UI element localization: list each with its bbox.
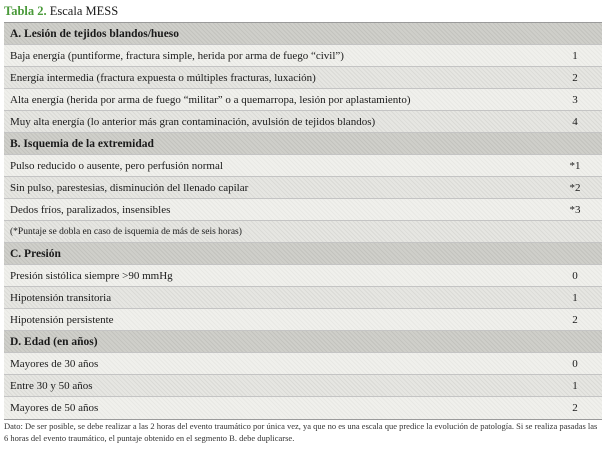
section-header-limb-ischemia: B. Isquemia de la extremidad <box>4 133 602 155</box>
row-score: *3 <box>569 203 581 216</box>
table-row <box>4 353 602 375</box>
row-score: 0 <box>572 269 578 282</box>
table-row <box>4 199 602 221</box>
section-header-age: D. Edad (en años) <box>4 331 602 353</box>
row-score: 3 <box>572 93 578 106</box>
row-score: 4 <box>572 115 578 128</box>
row-description: Mayores de 50 años <box>10 402 99 414</box>
row-score: *2 <box>569 181 581 194</box>
row-score: *1 <box>569 159 581 172</box>
mess-score-table <box>4 22 602 420</box>
row-score: 0 <box>572 357 578 370</box>
table-row <box>4 287 602 309</box>
row-score: 2 <box>572 71 578 84</box>
row-description: Hipotensión persistente <box>10 313 114 326</box>
row-score: 2 <box>572 402 578 414</box>
row-score: 1 <box>572 291 578 304</box>
section-header-pressure: C. Presión <box>4 243 602 265</box>
row-description: Dedos fríos, paralizados, insensibles <box>10 203 171 216</box>
table-label: Tabla 2. <box>4 4 47 18</box>
row-score: 1 <box>572 49 578 62</box>
table-row <box>4 67 602 89</box>
table-row <box>4 375 602 397</box>
row-description: Alta energía (herida por arma de fuego “militar” o a quemarropa, lesión por aplastamiento) <box>10 93 411 106</box>
table-row <box>4 397 602 419</box>
row-description: Presión sistólica siempre >90 mmHg <box>10 269 173 282</box>
table-row <box>4 45 602 67</box>
table-row <box>4 265 602 287</box>
table-title: Escala MESS <box>46 4 119 18</box>
row-description: Hipotensión transitoria <box>10 291 112 304</box>
row-description: Mayores de 30 años <box>10 357 99 370</box>
section-header-soft-tissue: A. Lesión de tejidos blandos/hueso <box>4 23 602 45</box>
row-score: 2 <box>572 313 578 326</box>
row-score: 1 <box>572 379 578 392</box>
table-row <box>4 309 602 331</box>
row-description: Energía intermedia (fractura expuesta o múltiples fracturas, luxación) <box>10 71 316 84</box>
row-description: Entre 30 y 50 años <box>10 379 93 392</box>
table-row <box>4 155 602 177</box>
table-footnote: Dato: De ser posible, se debe realizar a las 2 horas del evento traumático por única vez, ya que no es una escala que predice la evolución de patología. Si se realiza pasadas las 6 horas del evento traumático, el puntaje obtenido en el segmento B. debe duplicarse. <box>4 421 598 443</box>
row-description: Pulso reducido o ausente, pero perfusión normal <box>10 159 223 172</box>
row-description: Sin pulso, parestesias, disminución del llenado capilar <box>10 181 249 194</box>
table-row <box>4 177 602 199</box>
ischemia-note: (*Puntaje se dobla en caso de isquemia de más de seis horas) <box>4 221 602 243</box>
table-row <box>4 89 602 111</box>
row-description: Muy alta energía (lo anterior más gran contaminación, avulsión de tejidos blandos) <box>10 115 376 128</box>
row-description: Baja energía (puntiforme, fractura simple, herida por arma de fuego “civil”) <box>10 49 344 62</box>
table-row <box>4 111 602 133</box>
table-caption <box>4 3 118 19</box>
